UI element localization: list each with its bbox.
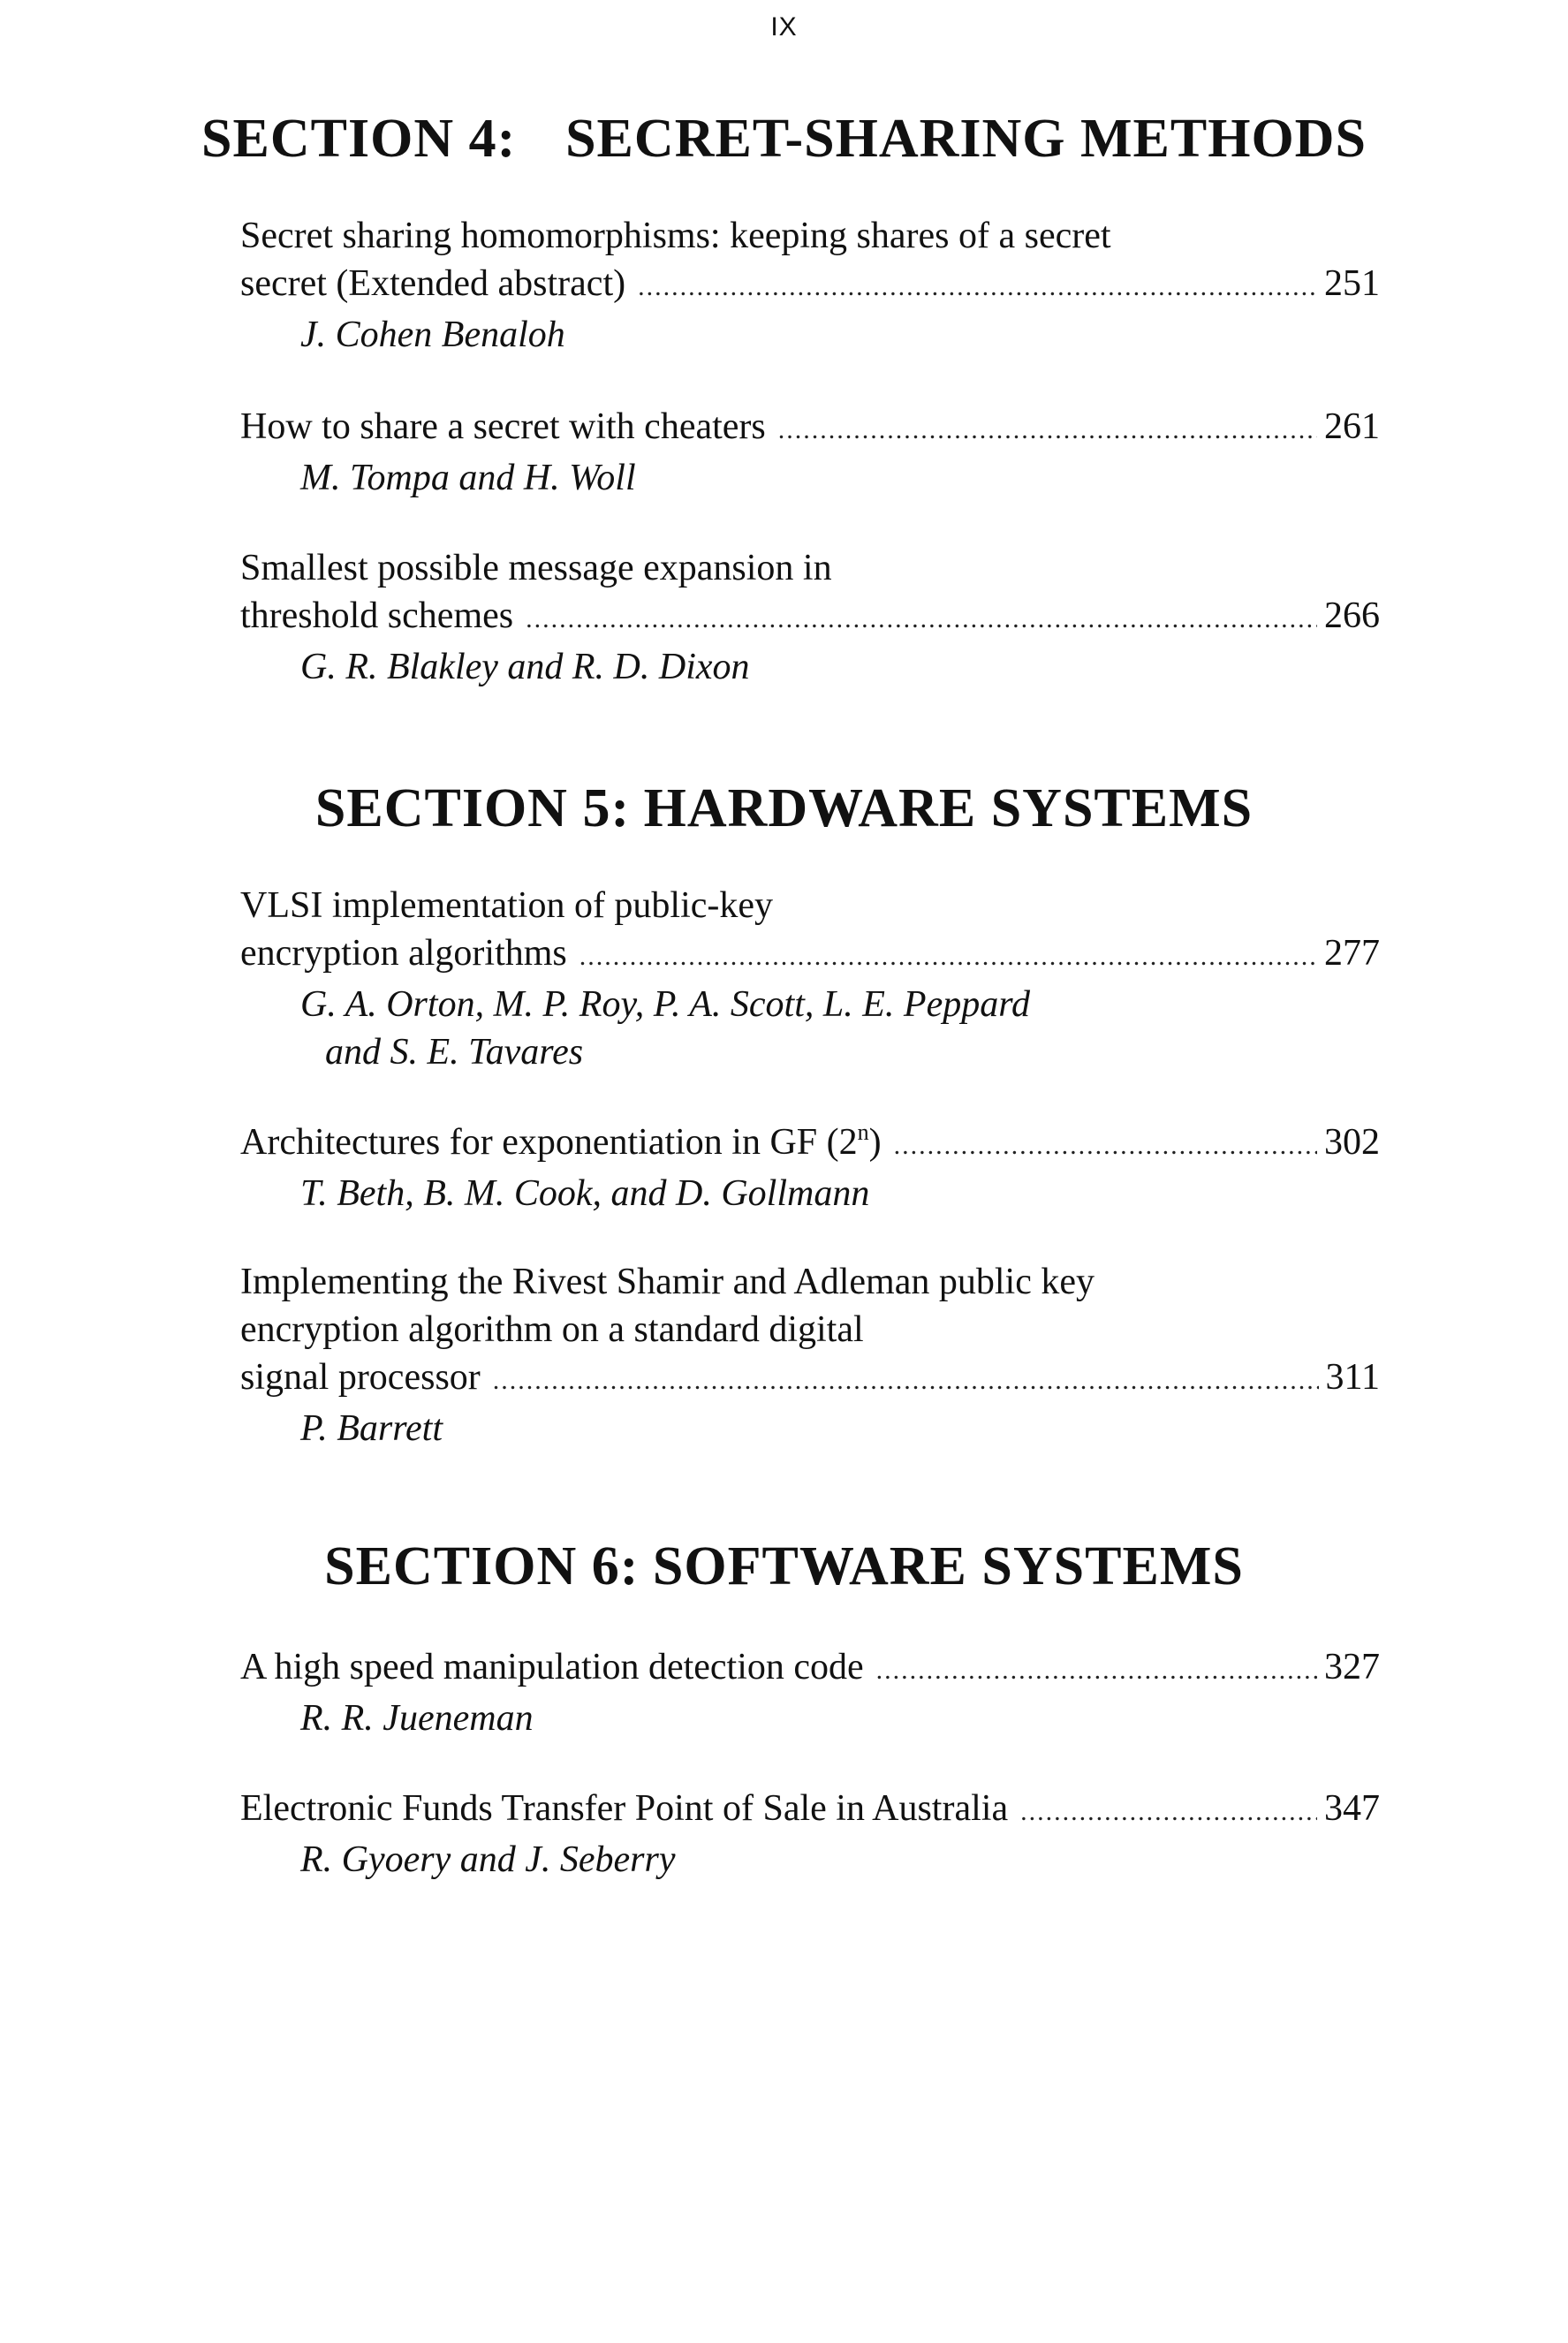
page-ref: 347 (1324, 1788, 1380, 1829)
toc-entry (240, 403, 1380, 502)
toc-entry (240, 544, 1380, 691)
entry-authors: P. Barrett (300, 1408, 443, 1449)
section-title: HARDWARE SYSTEMS (643, 778, 1254, 838)
section-heading-5 (0, 777, 1568, 840)
entry-authors: M. Tompa and H. Woll (300, 458, 636, 498)
page-ref: 266 (1324, 595, 1380, 636)
page-ref: 277 (1324, 933, 1380, 974)
entry-authors-continued: and S. E. Tavares (325, 1032, 584, 1073)
entry-title-last-line (240, 403, 1380, 454)
page-ref: 251 (1324, 263, 1380, 304)
entry-title-line: Implementing the Rivest Shamir and Adleman public key (240, 1262, 1095, 1302)
entry-title-text: A high speed manipulation detection code (240, 1647, 864, 1687)
dot-leader (894, 1122, 1317, 1170)
entry-title-text: secret (Extended abstract) (240, 263, 626, 304)
page-number: IX (770, 12, 798, 42)
section-label: SECTION 5: (314, 778, 631, 838)
toc-entry (240, 212, 1380, 359)
entry-title-suffix: ) (868, 1122, 882, 1163)
entry-title-text: How to share a secret with cheaters (240, 406, 766, 447)
toc-entry (240, 1643, 1380, 1742)
entry-authors: J. Cohen Benaloh (300, 315, 565, 355)
entry-title-last-line (240, 1353, 1380, 1405)
section-title: SOFTWARE SYSTEMS (652, 1536, 1244, 1596)
section-label: SECTION 4: (201, 109, 517, 169)
section-title: SECRET-SHARING METHODS (565, 109, 1367, 169)
entry-title-last-line (240, 592, 1380, 643)
page-ref: 311 (1325, 1357, 1380, 1398)
toc-entry (240, 1258, 1380, 1452)
entry-authors: T. Beth, B. M. Cook, and D. Gollmann (300, 1173, 870, 1214)
entry-authors: R. R. Jueneman (300, 1698, 534, 1739)
entry-title-text: Electronic Funds Transfer Point of Sale in Australia (240, 1788, 1009, 1829)
dot-leader (579, 933, 1317, 981)
section-heading-6 (0, 1535, 1568, 1598)
entry-title-last-line (240, 1118, 1380, 1170)
dot-leader (1020, 1788, 1317, 1836)
toc-entry (240, 882, 1380, 1076)
toc-entry (240, 1785, 1380, 1884)
superscript: n (857, 1119, 869, 1145)
entry-title-last-line (240, 1785, 1380, 1836)
dot-leader (638, 263, 1317, 311)
entry-title-line: encryption algorithm on a standard digital (240, 1309, 864, 1350)
page-ref: 261 (1324, 406, 1380, 447)
entry-title-text: signal processor (240, 1357, 481, 1398)
entry-title-last-line (240, 929, 1380, 981)
entry-title-text: threshold schemes (240, 595, 514, 636)
section-label: SECTION 6: (324, 1536, 640, 1596)
entry-authors: G. A. Orton, M. P. Roy, P. A. Scott, L. E. Peppard (300, 984, 1030, 1025)
entry-title-text (240, 1118, 882, 1166)
entry-authors: G. R. Blakley and R. D. Dixon (300, 647, 750, 687)
toc-entry (240, 1118, 1380, 1217)
entry-title-main: Architectures for exponentiation in GF (2 (240, 1122, 858, 1163)
page-ref: 327 (1324, 1647, 1380, 1687)
dot-leader (526, 595, 1317, 643)
entry-title-text: encryption algorithms (240, 933, 567, 974)
entry-authors: R. Gyoery and J. Seberry (300, 1839, 676, 1880)
dot-leader (778, 406, 1317, 454)
entry-title-last-line (240, 1643, 1380, 1695)
entry-title-last-line (240, 260, 1380, 311)
entry-title-line: Secret sharing homomorphisms: keeping shares of a secret (240, 216, 1111, 256)
entry-title-line: Smallest possible message expansion in (240, 548, 832, 588)
dot-leader (493, 1357, 1319, 1405)
dot-leader (876, 1647, 1317, 1695)
entry-title-line: VLSI implementation of public-key (240, 885, 774, 926)
page-ref: 302 (1324, 1122, 1380, 1163)
section-heading-4 (0, 108, 1568, 171)
